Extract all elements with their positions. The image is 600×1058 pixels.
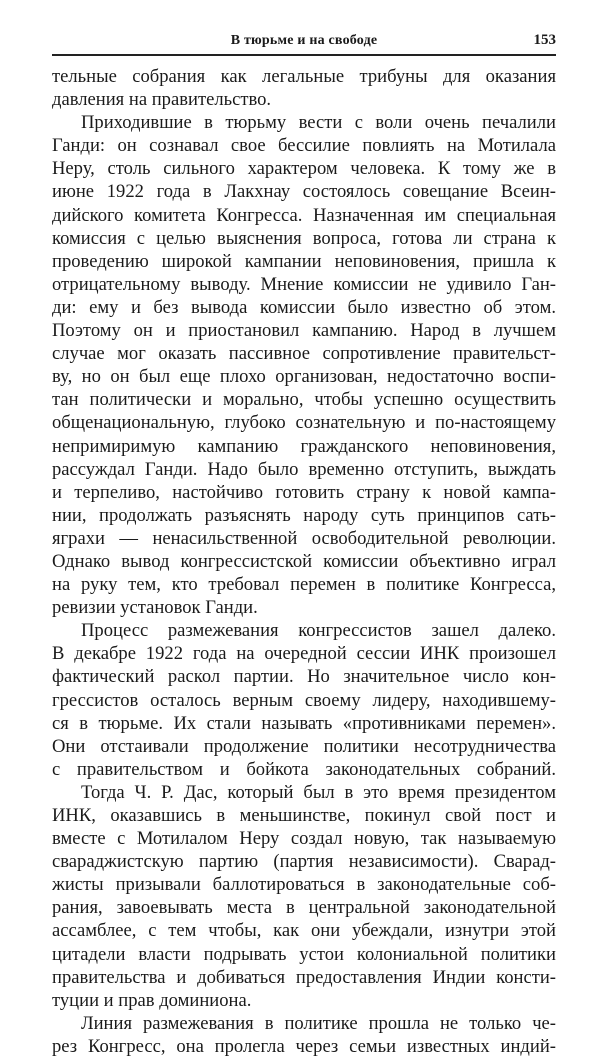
text-line: Они отстаивали продолжение политики несотрудничества [52, 735, 556, 757]
text-line: случае мог оказать пассивное сопротивление правительст- [52, 343, 556, 365]
text-line: ся в тюрьме. Их стали называть «противниками перемен». [52, 712, 556, 734]
text-line: Поэтому он и приостановил кампанию. Народ в лучшем [52, 320, 556, 342]
text-line: жисты призывали баллотироваться в законодательные соб- [52, 874, 556, 896]
text-line: дийского комитета Конгресса. Назначенная им специальная [52, 204, 556, 226]
text-line: Тогда Ч. Р. Дас, который был в это время президентом [81, 781, 556, 803]
text-line: правительства и добиваться предоставления Индии консти- [52, 966, 556, 988]
text-line: тан политически и морально, чтобы успешно осуществить [52, 389, 556, 411]
text-line: вместе с Мотилалом Неру создал новую, так называемую [52, 828, 556, 850]
text-line: ревизии установок Ганди. [52, 597, 258, 619]
text-line: ди: ему и без вывода комиссии было известно об этом. [52, 296, 556, 318]
text-line: с правительством и бойкота законодательных собраний. [52, 758, 556, 780]
text-line: свараджистскую партию (партия независимости). Сварад- [52, 851, 556, 873]
text-line: ву, но он был еще плохо организован, недостаточно воспи- [52, 366, 556, 388]
text-line: рания, завоевывать места в центральной законодательной [52, 897, 556, 919]
text-line: нии, продолжать разъяснять народу суть принципов сать- [52, 504, 556, 526]
text-line: июне 1922 года в Лакхнау состоялось совещание Всеин- [52, 181, 556, 203]
text-line: ИНК, оказавшись в меньшинстве, покинул свой пост и [52, 805, 556, 826]
text-line: отрицательному выводу. Мнение комиссии не удивило Ган- [52, 273, 556, 295]
text-line: фактический раскол партии. Но значительное число кон- [52, 666, 556, 688]
text-line: цитадели власти подрывать устои колониальной политики [52, 943, 556, 965]
text-line: рез Конгресс, она пролегла через семьи известных индий- [52, 1035, 556, 1057]
text-line: Процесс размежевания конгрессистов зашел далеко. [81, 620, 556, 642]
text-line: и терпеливо, настойчиво готовить страну к новой кампа- [52, 481, 556, 503]
paragraph [52, 65, 556, 111]
text-line: В декабре 1922 года на очередной сессии ИНК произошел [52, 643, 556, 665]
book-page [52, 30, 556, 1057]
paragraph [52, 619, 556, 781]
header-rule [52, 54, 556, 56]
paragraph [52, 111, 556, 619]
text-line: Приходившие в тюрьму вести с воли очень печалили [81, 112, 556, 134]
text-line: Однако вывод конгрессистской комиссии объективно играл [52, 550, 556, 572]
text-line: рассуждал Ганди. Надо было временно отступить, выждать [52, 458, 556, 480]
text-line: тельные собрания как легальные трибуны для оказания [52, 66, 556, 87]
text-line: ассамблее, с тем чтобы, как они убеждали, изнутри этой [52, 920, 556, 942]
text-line: Ганди: он сознавал свое бессилие повлиять на Мотилала [52, 135, 556, 157]
text-line: Линия размежевания в политике прошла не только че- [81, 1012, 556, 1034]
text-line: непримиримую кампанию гражданского неповиновения, [52, 435, 556, 457]
text-line: давления на правительство. [52, 89, 272, 111]
text-line: грессистов осталось верным своему лидеру, находившему- [52, 689, 556, 711]
text-line: Неру, столь сильного характером человека. К тому же в [52, 158, 556, 180]
paragraph [52, 1012, 556, 1058]
running-header [52, 30, 556, 52]
text-line: проведению широкой кампании неповиновения, пришла к [52, 250, 556, 272]
text-line: общенациональную, глубоко сознательную и по-настоящему [52, 412, 556, 434]
text-line: туции и прав доминиона. [52, 989, 252, 1011]
text-line: комиссия с целью выяснения вопроса, готова ли страна к [52, 227, 556, 249]
page-number: 153 [533, 32, 556, 48]
body-text [52, 65, 556, 1058]
paragraph [52, 781, 556, 1012]
running-title: В тюрьме и на свободе [230, 33, 378, 48]
text-line: на руку тем, кто требовал перемен в политике Конгресса, [52, 574, 556, 596]
text-line: яграхи — ненасильственной освободительной революции. [52, 527, 556, 549]
